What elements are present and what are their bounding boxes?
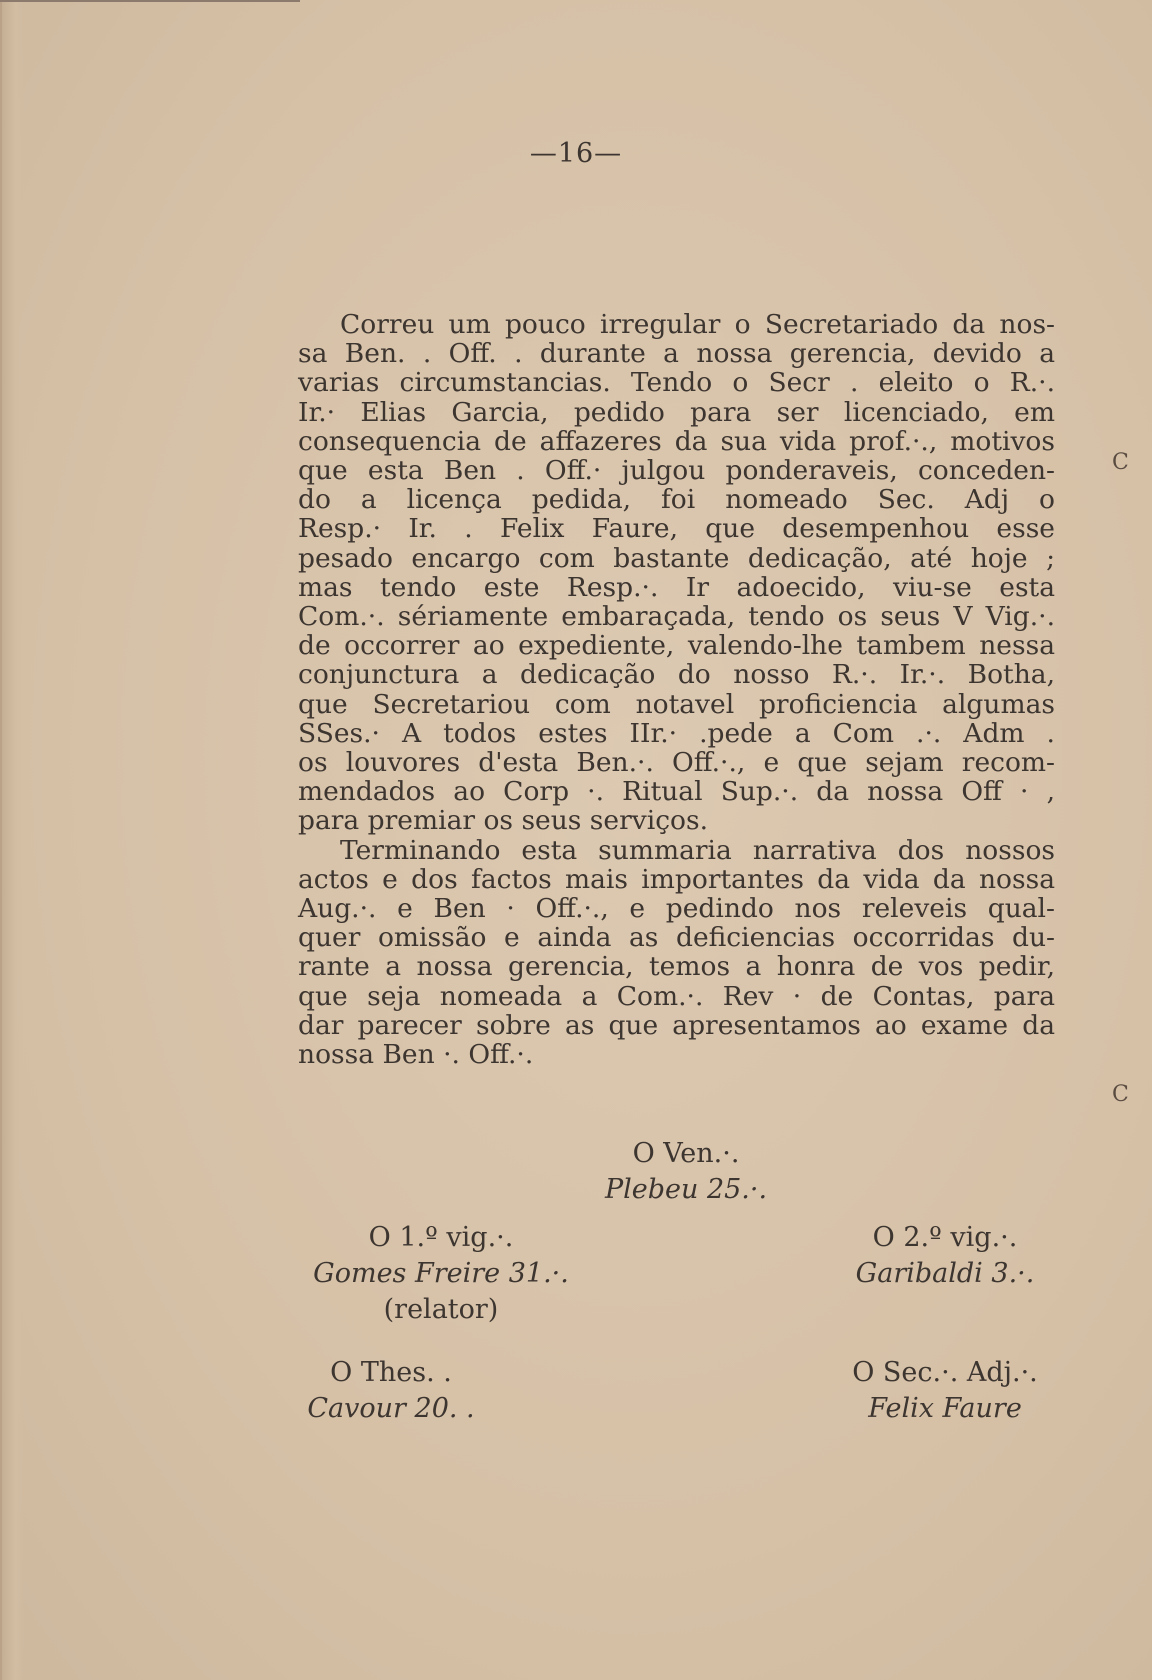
signature-second-warden xyxy=(820,1220,1070,1292)
text-line: que esta Ben . Off.· julgou ponderaveis, conceden- xyxy=(298,455,1055,487)
text-line: dar parecer sobre as que apresentamos ao exame da xyxy=(298,1009,1055,1041)
paragraph-2 xyxy=(298,836,1055,1070)
signature-name: Plebeu 25.·. xyxy=(604,1174,768,1205)
text-line: Ir.· Elias Garcia, pedido para ser licenciado, em xyxy=(298,396,1055,428)
signature-name: Gomes Freire 31.·. xyxy=(313,1258,569,1289)
signature-title: O 2.º vig.·. xyxy=(872,1222,1018,1253)
text-line: sa Ben. . Off. . durante a nossa gerencia, devido a xyxy=(298,338,1055,370)
text-line: para premiar os seus serviços. xyxy=(298,805,709,837)
signature-treasurer xyxy=(276,1355,506,1427)
text-line: Terminando esta summaria narrativa dos nossos xyxy=(340,834,1055,866)
margin-mark: C xyxy=(1112,1082,1129,1107)
signature-name: Garibaldi 3.·. xyxy=(855,1258,1035,1289)
text-line: varias circumstancias. Tendo o Secr . eleito o R.·. xyxy=(298,367,1055,399)
text-line: nossa Ben ·. Off.·. xyxy=(298,1039,534,1071)
text-line: conjunctura a dedicação do nosso R.·. Ir.·. Botha, xyxy=(298,659,1055,691)
top-rule xyxy=(0,0,300,2)
text-line: rante a nossa gerencia, temos a honra de vos pedir, xyxy=(298,951,1055,983)
margin-mark: C xyxy=(1112,450,1129,475)
signature-note: (relator) xyxy=(383,1294,499,1325)
text-line: pesado encargo com bastante dedicação, até hoje ; xyxy=(298,542,1055,574)
text-line: que seja nomeada a Com.·. Rev · de Contas, para xyxy=(298,980,1055,1012)
signature-first-warden xyxy=(276,1220,606,1328)
text-line: Aug.·. e Ben · Off.·., e pedindo nos releveis qual- xyxy=(298,893,1055,925)
text-line: que Secretariou com notavel proficiencia algumas xyxy=(298,688,1055,720)
signature-title: O 1.º vig.·. xyxy=(368,1222,514,1253)
text-line: mendados ao Corp ·. Ritual Sup.·. da nossa Off · , xyxy=(298,776,1055,808)
text-line: quer omissão e ainda as deficiencias occorridas du- xyxy=(298,922,1055,954)
text-line: mas tendo este Resp.·. Ir adoecido, viu-se esta xyxy=(298,571,1055,603)
signature-adj-secretary xyxy=(820,1355,1070,1427)
text-line: de occorrer ao expediente, valendo-lhe tambem nessa xyxy=(298,630,1055,662)
signature-name: Felix Faure xyxy=(868,1393,1022,1424)
signature-title: O Ven.·. xyxy=(632,1138,740,1169)
text-line: Correu um pouco irregular o Secretariado da nos- xyxy=(340,309,1055,340)
text-line: SSes.· A todos estes IIr.· .pede a Com .·. Adm . xyxy=(298,717,1055,749)
text-line: actos e dos factos mais importantes da vida da nossa xyxy=(298,863,1055,895)
signature-title: O Thes. . xyxy=(330,1357,452,1388)
body-text xyxy=(298,310,1055,1069)
text-line: Resp.· Ir. . Felix Faure, que desempenhou esse xyxy=(298,513,1055,545)
signature-name: Cavour 20. . xyxy=(307,1393,475,1424)
text-line: Com.·. sériamente embaraçada, tendo os seus V Vig.·. xyxy=(298,601,1055,633)
signature-venerable xyxy=(526,1136,846,1208)
page-number: —16— xyxy=(529,138,623,169)
signature-title: O Sec.·. Adj.·. xyxy=(852,1357,1038,1388)
text-line: os louvores d'esta Ben.·. Off.·., e que sejam recom- xyxy=(298,747,1055,779)
page-edge xyxy=(0,0,24,1680)
text-line: consequencia de affazeres da sua vida prof.·., motivos xyxy=(298,425,1055,457)
text-line: do a licença pedida, foi nomeado Sec. Adj o xyxy=(298,484,1055,516)
paragraph-1 xyxy=(298,310,1055,836)
